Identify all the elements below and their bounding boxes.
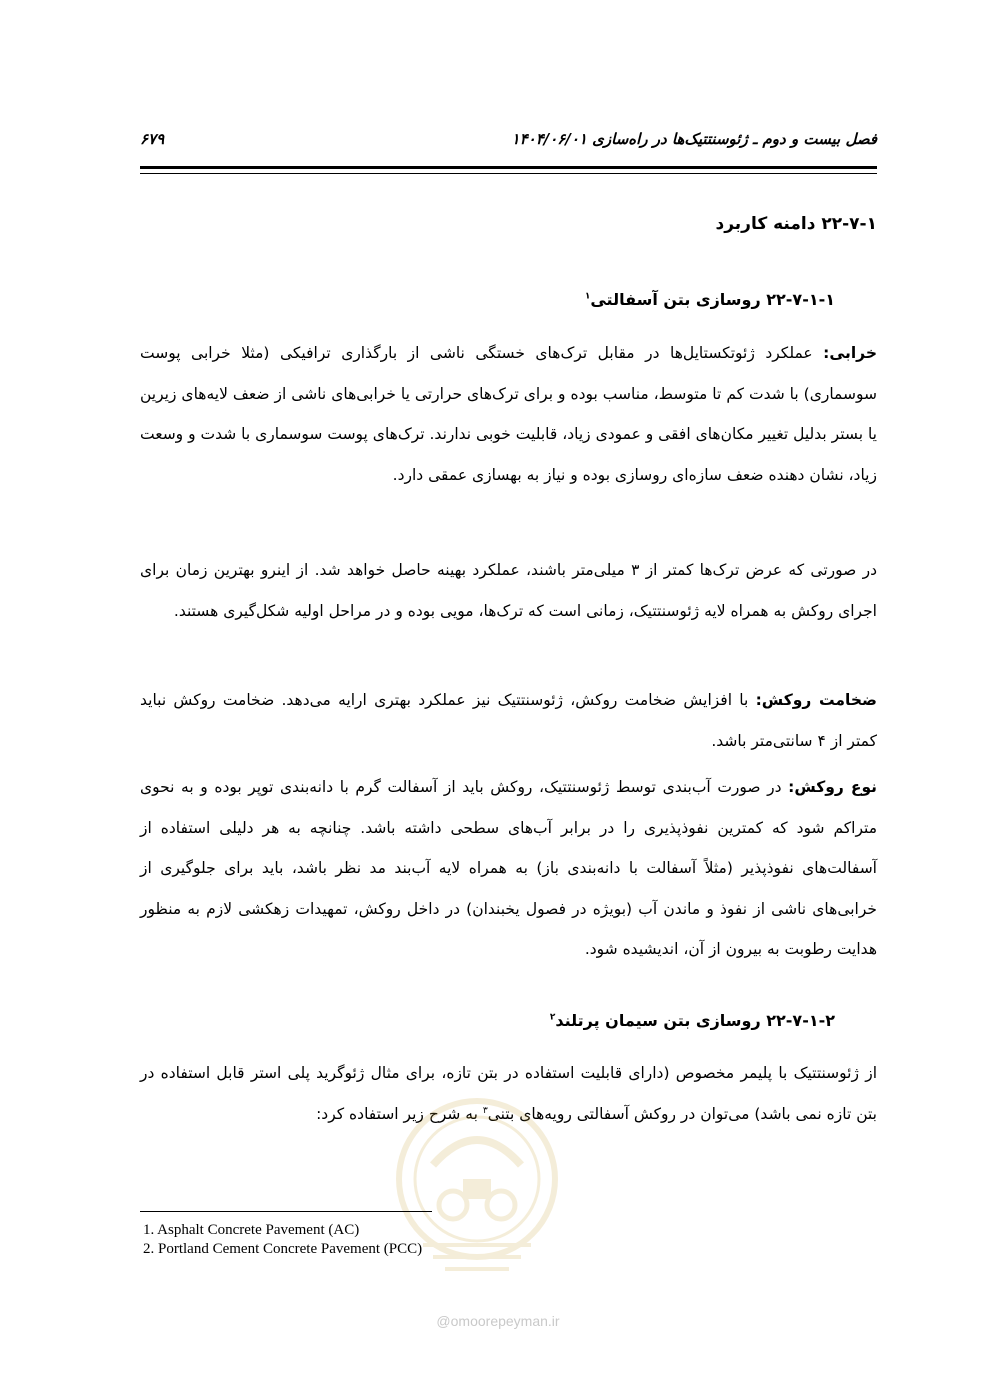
lead-term-type: نوع روکش: xyxy=(788,778,877,796)
running-title: فصل بیست و دوم ـ ژئوسنتتیک‌ها در راه‌سازی ۱۴۰۴/۰۶/۰۱ xyxy=(511,130,877,148)
subsection-heading-2: ۲۲-۷-۱-۲ روسازی بتن سیمان پرتلند$^۲$ xyxy=(549,1011,835,1030)
paragraph-pcc: از ژئوسنتتیک با پلیمر مخصوص (دارای قابلیت استفاده در بتن تازه، برای مثال ژئوگرید پلی استر قابل استفاده در بتن تازه نمی باشد) می‌توان در روکش آسفالتی رویه‌های بتنی$^۳$ به شرح زیر استفاده کرد: xyxy=(140,1064,877,1123)
running-header xyxy=(140,128,877,150)
footnote-ref-2: ۲ xyxy=(549,1012,556,1023)
footnote-separator xyxy=(140,1211,432,1212)
footnote-2: 2. Portland Cement Concrete Pavement (PCC) xyxy=(143,1241,423,1257)
watermark-text: @omoorepeyman.ir xyxy=(436,1313,560,1329)
header-rule-thick xyxy=(140,166,877,169)
footnote-1: 1. Asphalt Concrete Pavement (AC) xyxy=(143,1222,360,1238)
footnote-ref-1: ۱ xyxy=(584,291,591,302)
paragraph-crack-width: در صورتی که عرض ترک‌ها کمتر از ۳ میلی‌متر باشند، عملکرد بهینه حاصل خواهد شد. از اینرو بهترین زمان برای اجرای روکش به همراه لایه ژئوسنتتیک، زمانی است که ترک‌ها، مویی بوده و در مراحل اولیه شکل‌گیری هستند. xyxy=(140,561,877,620)
paragraph-overlay-type: نوع روکش: در صورت آب‌بندی توسط ژئوسنتتیک، روکش باید از آسفالت گرم با دانه‌بندی توپر بوده و به نحوی متراکم شود که کمترین نفوذپذیری را در برابر آب‌های سطحی داشته باشد. چنانچه به هر دلیلی استفاده از آسفالت‌های نفوذپذیر (مثلاً آسفالت با دانه‌بندی باز) به همراه لایه آب‌بند مد نظر باشد، باید برای جلوگیری از خرابی‌های ناشی از نفوذ و ماندن آب (بویژه در فصول یخبندان) در داخل روکش، تمهیدات زهکشی لازم به منظور هدایت رطوبت به بیرون از آن، اندیشیده شود. xyxy=(140,778,877,958)
section-heading: ۲۲-۷-۱ دامنه کاربرد xyxy=(715,214,877,234)
subsection-heading-1: ۲۲-۷-۱-۱ روسازی بتن آسفالتی$^۱$ xyxy=(584,290,835,309)
page-number: ۶۷۹ xyxy=(140,130,165,148)
footnote-ref-3: ۳ xyxy=(482,1105,488,1116)
paragraph-overlay-thickness: ضخامت روکش: با افزایش ضخامت روکش، ژئوسنتتیک نیز عملکرد بهتری ارایه می‌دهد. ضخامت روکش نباید کمتر از ۴ سانتی‌متر باشد. xyxy=(140,691,877,750)
footnotes xyxy=(143,1221,743,1259)
header-rule-thin xyxy=(140,173,877,174)
paragraph-damage: خرابی: عملکرد ژئوتکستایل‌ها در مقابل ترک‌های خستگی ناشی از بارگذاری ترافیکی (مثلا خرابی پوست سوسماری) با شدت کم تا متوسط، مناسب بوده و برای ترک‌های حرارتی یا خرابی‌های ناشی از ضعف لایه‌های زیرین یا بستر بدلیل تغییر مکان‌های افقی و عمودی زیاد، قابلیت خوبی ندارند. ترک‌های پوست سوسماری با شدت و وسعت زیاد، نشان دهنده ضعف سازه‌ای روسازی بوده و نیاز به بهسازی عمقی دارد. xyxy=(140,344,877,484)
lead-term-thickness: ضخامت روکش: xyxy=(755,691,877,709)
lead-term-damage: خرابی: xyxy=(823,344,877,362)
